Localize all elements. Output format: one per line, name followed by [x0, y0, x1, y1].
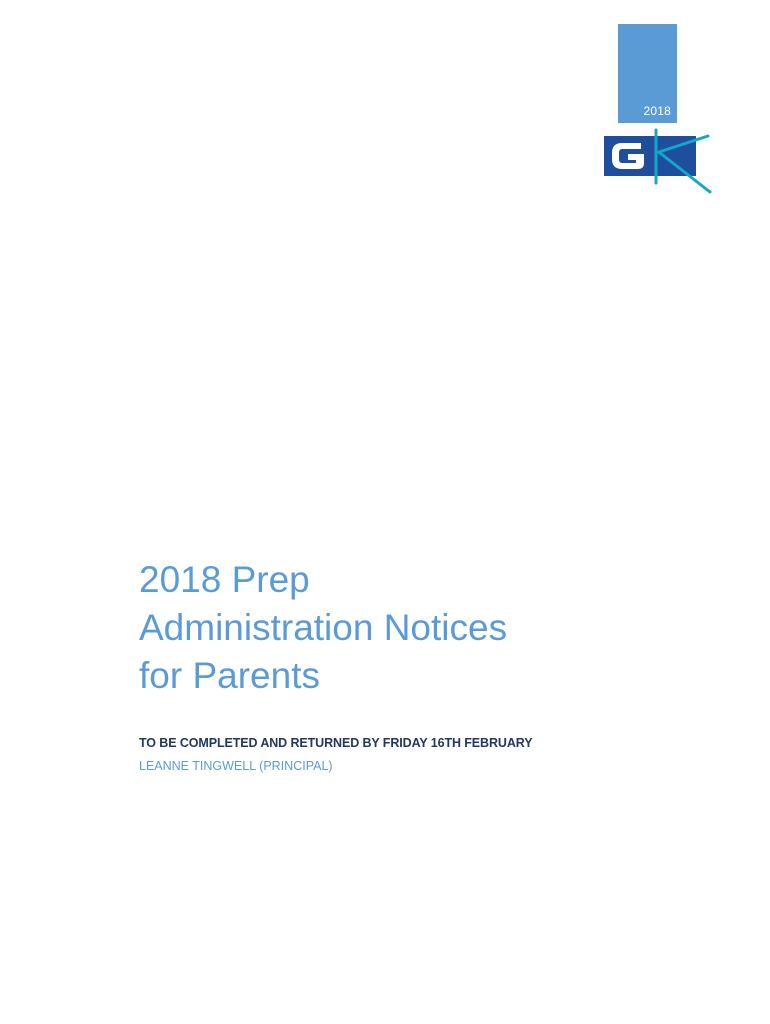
- author-line: LEANNE TINGWELL (PRINCIPAL): [139, 759, 333, 773]
- school-logo: [600, 126, 714, 196]
- deadline-subtitle: TO BE COMPLETED AND RETURNED BY FRIDAY 16TH FEBRUARY: [139, 736, 533, 750]
- year-tab-label: 2018: [643, 104, 671, 118]
- title-line-1: 2018 Prep: [139, 559, 310, 600]
- document-title: [139, 556, 507, 700]
- year-tab: [618, 24, 677, 123]
- title-line-2: Administration Notices: [139, 607, 508, 648]
- title-line-3: for Parents: [139, 655, 320, 696]
